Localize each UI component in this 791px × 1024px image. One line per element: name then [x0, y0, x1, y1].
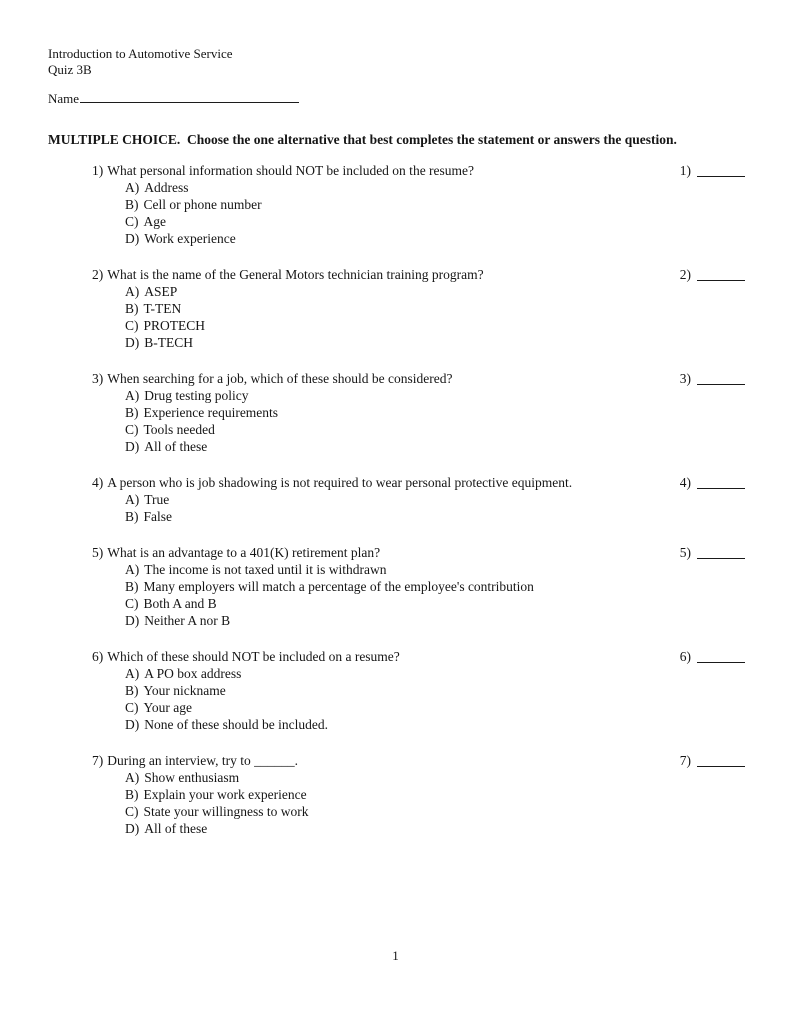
question-line — [92, 266, 661, 283]
option-letter: A) — [125, 492, 140, 507]
option-letter: D) — [125, 613, 140, 628]
option-item — [125, 421, 661, 438]
doc-header — [48, 46, 233, 78]
question-main — [92, 544, 673, 629]
question-line — [92, 370, 661, 387]
answer-number: 4) — [679, 475, 691, 490]
doc-footer — [0, 948, 791, 964]
instructions-text: MULTIPLE CHOICE. Choose the one alternative that best completes the statement or answers the question. — [48, 132, 677, 147]
option-item — [125, 179, 661, 196]
answer-blank-line — [697, 162, 745, 177]
option-letter: C) — [125, 422, 139, 437]
options-list — [92, 665, 661, 733]
option-item — [125, 682, 661, 699]
answer-blank-line — [697, 544, 745, 559]
options-list — [92, 769, 661, 837]
option-letter: B) — [125, 579, 139, 594]
option-text: Work experience — [144, 231, 236, 246]
question-main — [92, 474, 673, 525]
questions-list — [92, 162, 745, 856]
option-item — [125, 438, 661, 455]
question-item — [92, 752, 745, 837]
option-letter: B) — [125, 197, 139, 212]
option-text: Show enthusiasm — [144, 770, 240, 785]
option-text: Both A and B — [143, 596, 217, 611]
option-letter: C) — [125, 596, 139, 611]
answer-blank-line — [697, 474, 745, 489]
options-list — [92, 179, 661, 247]
question-text: What is an advantage to a 401(K) retirement plan? — [107, 545, 381, 560]
question-main — [92, 648, 673, 733]
option-item — [125, 334, 661, 351]
question-item — [92, 370, 745, 455]
answer-number: 3) — [679, 371, 691, 386]
option-text: Experience requirements — [143, 405, 279, 420]
answer-cell — [673, 370, 745, 387]
option-letter: B) — [125, 405, 139, 420]
name-label: Name — [48, 91, 80, 106]
answer-cell — [673, 266, 745, 283]
option-letter: C) — [125, 318, 139, 333]
option-item — [125, 612, 661, 629]
option-letter: B) — [125, 787, 139, 802]
question-item — [92, 648, 745, 733]
option-item — [125, 317, 661, 334]
option-text: B-TECH — [144, 335, 193, 350]
option-item — [125, 404, 661, 421]
option-letter: D) — [125, 821, 140, 836]
option-text: All of these — [144, 439, 208, 454]
question-number: 7) — [92, 753, 104, 768]
option-item — [125, 508, 661, 525]
question-main — [92, 370, 673, 455]
option-letter: A) — [125, 562, 140, 577]
option-item — [125, 716, 661, 733]
options-list — [92, 561, 661, 629]
options-list — [92, 491, 661, 525]
answer-number: 6) — [679, 649, 691, 664]
question-item — [92, 474, 745, 525]
option-text: PROTECH — [143, 318, 206, 333]
question-number: 6) — [92, 649, 104, 664]
option-text: True — [144, 492, 170, 507]
option-text: Tools needed — [143, 422, 215, 437]
option-item — [125, 578, 661, 595]
question-item — [92, 266, 745, 351]
option-letter: A) — [125, 388, 140, 403]
answer-cell — [673, 162, 745, 179]
option-item — [125, 665, 661, 682]
question-line — [92, 162, 661, 179]
course-title: Introduction to Automotive Service — [48, 46, 233, 61]
question-item — [92, 544, 745, 629]
option-item — [125, 491, 661, 508]
option-letter: D) — [125, 335, 140, 350]
option-text: Neither A nor B — [144, 613, 231, 628]
question-text: What personal information should NOT be included on the resume? — [107, 163, 475, 178]
answer-number: 5) — [679, 545, 691, 560]
option-item — [125, 699, 661, 716]
option-item — [125, 196, 661, 213]
option-text: Your age — [143, 700, 193, 715]
question-text: What is the name of the General Motors technician training program? — [107, 267, 484, 282]
option-letter: D) — [125, 717, 140, 732]
option-text: None of these should be included. — [144, 717, 328, 732]
option-letter: B) — [125, 509, 139, 524]
name-row — [48, 90, 299, 107]
option-text: Drug testing policy — [144, 388, 249, 403]
page-number: 1 — [392, 948, 399, 963]
option-letter: C) — [125, 214, 139, 229]
answer-blank-line — [697, 370, 745, 385]
option-letter: B) — [125, 683, 139, 698]
question-number: 4) — [92, 475, 104, 490]
options-list — [92, 387, 661, 455]
option-letter: A) — [125, 770, 140, 785]
answer-blank-line — [697, 648, 745, 663]
question-number: 1) — [92, 163, 104, 178]
option-item — [125, 786, 661, 803]
options-list — [92, 283, 661, 351]
question-number: 2) — [92, 267, 104, 282]
option-letter: A) — [125, 666, 140, 681]
quiz-title: Quiz 3B — [48, 62, 92, 77]
option-item — [125, 300, 661, 317]
option-letter: C) — [125, 700, 139, 715]
option-text: Address — [144, 180, 189, 195]
option-text: State your willingness to work — [143, 804, 309, 819]
option-text: T-TEN — [143, 301, 182, 316]
option-item — [125, 561, 661, 578]
option-item — [125, 595, 661, 612]
answer-blank-line — [697, 752, 745, 767]
option-item — [125, 769, 661, 786]
option-item — [125, 387, 661, 404]
answer-number: 1) — [679, 163, 691, 178]
option-text: Age — [143, 214, 166, 229]
option-text: All of these — [144, 821, 208, 836]
option-text: The income is not taxed until it is withdrawn — [144, 562, 387, 577]
question-main — [92, 266, 673, 351]
answer-cell — [673, 648, 745, 665]
question-text: A person who is job shadowing is not required to wear personal protective equipment. — [107, 475, 573, 490]
answer-cell — [673, 544, 745, 561]
answer-cell — [673, 474, 745, 491]
answer-blank-line — [697, 266, 745, 281]
answer-number: 2) — [679, 267, 691, 282]
option-letter: D) — [125, 231, 140, 246]
answer-number: 7) — [679, 753, 691, 768]
option-letter: A) — [125, 180, 140, 195]
question-item — [92, 162, 745, 247]
option-item — [125, 213, 661, 230]
name-blank-line — [80, 90, 299, 103]
question-main — [92, 162, 673, 247]
question-text: During an interview, try to ______. — [107, 753, 298, 768]
option-text: Your nickname — [143, 683, 226, 698]
option-text: Many employers will match a percentage of the employee's contribution — [143, 579, 534, 594]
question-line — [92, 648, 661, 665]
question-line — [92, 752, 661, 769]
question-text: When searching for a job, which of these should be considered? — [107, 371, 453, 386]
answer-cell — [673, 752, 745, 769]
question-line — [92, 474, 661, 491]
question-main — [92, 752, 673, 837]
option-text: False — [143, 509, 172, 524]
option-item — [125, 283, 661, 300]
option-item — [125, 820, 661, 837]
question-text: Which of these should NOT be included on a resume? — [107, 649, 400, 664]
question-number: 5) — [92, 545, 104, 560]
option-text: A PO box address — [144, 666, 242, 681]
option-letter: C) — [125, 804, 139, 819]
option-letter: B) — [125, 301, 139, 316]
option-text: ASEP — [144, 284, 178, 299]
option-item — [125, 230, 661, 247]
option-text: Cell or phone number — [143, 197, 262, 212]
option-letter: D) — [125, 439, 140, 454]
option-letter: A) — [125, 284, 140, 299]
option-text: Explain your work experience — [143, 787, 307, 802]
option-item — [125, 803, 661, 820]
question-line — [92, 544, 661, 561]
question-number: 3) — [92, 371, 104, 386]
